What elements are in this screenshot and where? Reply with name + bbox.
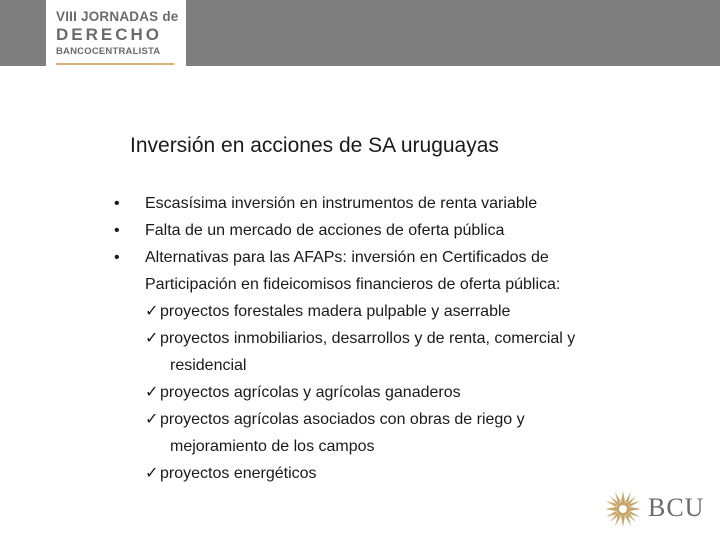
sub-item-text-line: mejoramiento de los campos (170, 438, 375, 455)
logo-line-2: DERECHO (56, 25, 163, 44)
sub-item-text: proyectos agrícolas y agrícolas ganaderos (160, 384, 461, 401)
check-icon: ✓ (145, 384, 159, 401)
sub-item-text-line: proyectos agrícolas asociados con obras de riego y (160, 411, 525, 428)
sub-item (145, 298, 674, 325)
sub-item-text-line: residencial (170, 357, 247, 374)
bullet-item (114, 190, 674, 217)
bullet-item (114, 217, 674, 244)
logo-line-3: BANCOCENTRALISTA (56, 46, 161, 57)
bullet-marker: • (114, 249, 120, 266)
check-icon: ✓ (145, 411, 159, 428)
bullet-text: Falta de un mercado de acciones de oferta pública (145, 222, 505, 239)
slide-title: Inversión en acciones de SA uruguayas (130, 134, 499, 157)
sub-item (145, 379, 674, 406)
sub-item-text-line: proyectos inmobiliarios, desarrollos y de renta, comercial y (160, 330, 576, 347)
sub-item (145, 460, 674, 487)
logo-divider (56, 63, 174, 65)
bullet-text-line: Participación en fideicomisos financieros de oferta pública: (145, 276, 561, 293)
check-icon: ✓ (145, 465, 159, 482)
bullet-marker: • (114, 195, 120, 212)
bullet-text-line: Alternativas para las AFAPs: inversión en Certificados de (145, 249, 549, 266)
logo-line-1: VIII JORNADAS de (56, 9, 179, 24)
sub-item-text: proyectos energéticos (160, 465, 317, 482)
sub-item-text: proyectos forestales madera pulpable y aserrable (160, 303, 511, 320)
bullet-text: Escasísima inversión en instrumentos de renta variable (145, 195, 538, 212)
sub-item (145, 406, 674, 460)
bullet-list (114, 190, 674, 487)
bullet-item (114, 244, 674, 487)
bcu-logo (604, 490, 708, 530)
bcu-logo-text: BCU (648, 493, 705, 522)
sub-item (145, 325, 674, 379)
check-icon: ✓ (145, 303, 159, 320)
sun-icon (604, 490, 642, 528)
jornadas-logo (46, 0, 186, 70)
check-icon: ✓ (145, 330, 159, 347)
bullet-marker: • (114, 222, 120, 239)
